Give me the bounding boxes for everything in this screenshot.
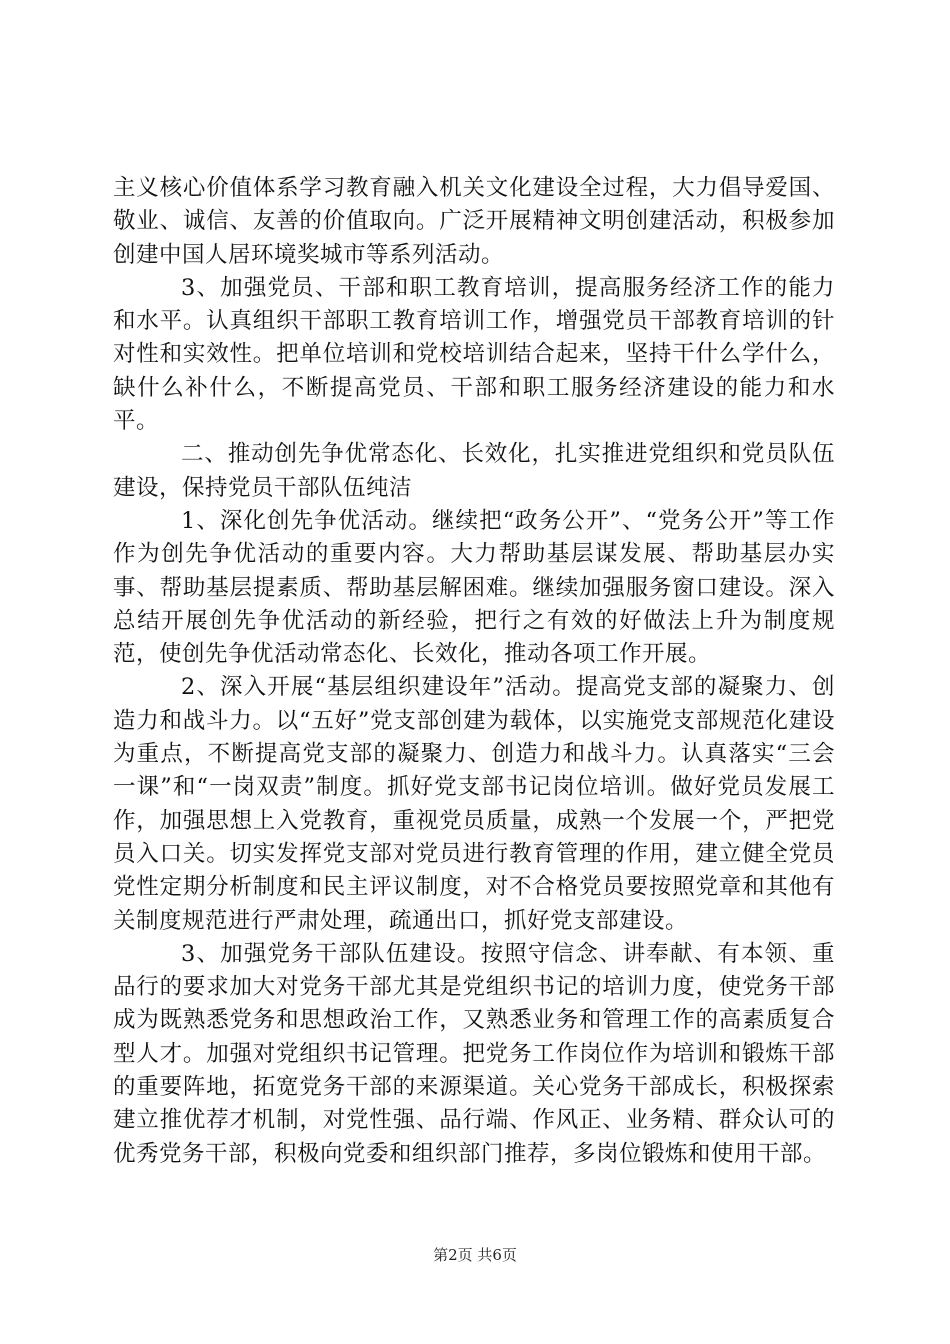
section-heading-2: 二、推动创先争优常态化、长效化，扎实推进党组织和党员队伍建设，保持党员干部队伍纯洁 <box>113 441 835 501</box>
paragraph-item-3-cadres: 3、加强党务干部队伍建设。按照守信念、讲奉献、有本领、重品行的要求加大对党务干部尤其是党组织书记的培训力度，使党务干部成为既熟悉党务和思想政治工作，又熟悉业务和管理工作的高素质复合型人才。加强对党组织书记管理。把党务工作岗位作为培训和锻炼干部的重要阵地，拓宽党务干部的来源渠道。关心党务干部成长，积极探索建立推优荐才机制，对党性强、品行端、作风正、业务精、群众认可的优秀党务干部，积极向党委和组织部门推荐，多岗位锻炼和使用干部。 <box>113 940 835 1167</box>
paragraph-continuation: 主义核心价值体系学习教育融入机关文化建设全过程，大力倡导爱国、敬业、诚信、友善的价值取向。广泛开展精神文明创建活动，积极参加创建中国人居环境奖城市等系列活动。 <box>113 175 835 268</box>
paragraph-item-3-training: 3、加强党员、干部和职工教育培训，提高服务经济工作的能力和水平。认真组织干部职工教育培训工作，增强党员干部教育培训的针对性和实效性。把单位培训和党校培训结合起来，坚持干什么学什么，缺什么补什么，不断提高党员、干部和职工服务经济建设的能力和水平。 <box>113 274 835 435</box>
paragraph-item-2-grassroots: 2、深入开展“基层组织建设年”活动。提高党支部的凝聚力、创造力和战斗力。以“五好”党支部创建为载体，以实施党支部规范化建设为重点，不断提高党支部的凝聚力、创造力和战斗力。认真落实“三会一课”和“一岗双责”制度。抓好党支部书记岗位培训。做好党员发展工作，加强思想上入党教育，重视党员质量，成熟一个发展一个，严把党员入口关。切实发挥党支部对党员进行教育管理的作用，建立健全党员党性定期分析制度和民主评议制度，对不合格党员要按照党章和其他有关制度规范进行严肃处理，疏通出口，抓好党支部建设。 <box>113 674 835 934</box>
document-body <box>113 172 835 1171</box>
paragraph-item-1-excellence: 1、深化创先争优活动。继续把“政务公开”、“党务公开”等工作作为创先争优活动的重要内容。大力帮助基层谋发展、帮助基层办实事、帮助基层提素质、帮助基层解困难。继续加强服务窗口建设。深入总结开展创先争优活动的新经验，把行之有效的好做法上升为制度规范，使创先争优活动常态化、长效化，推动各项工作开展。 <box>113 507 835 668</box>
page-footer: 第2页 共6页 <box>433 1246 517 1264</box>
